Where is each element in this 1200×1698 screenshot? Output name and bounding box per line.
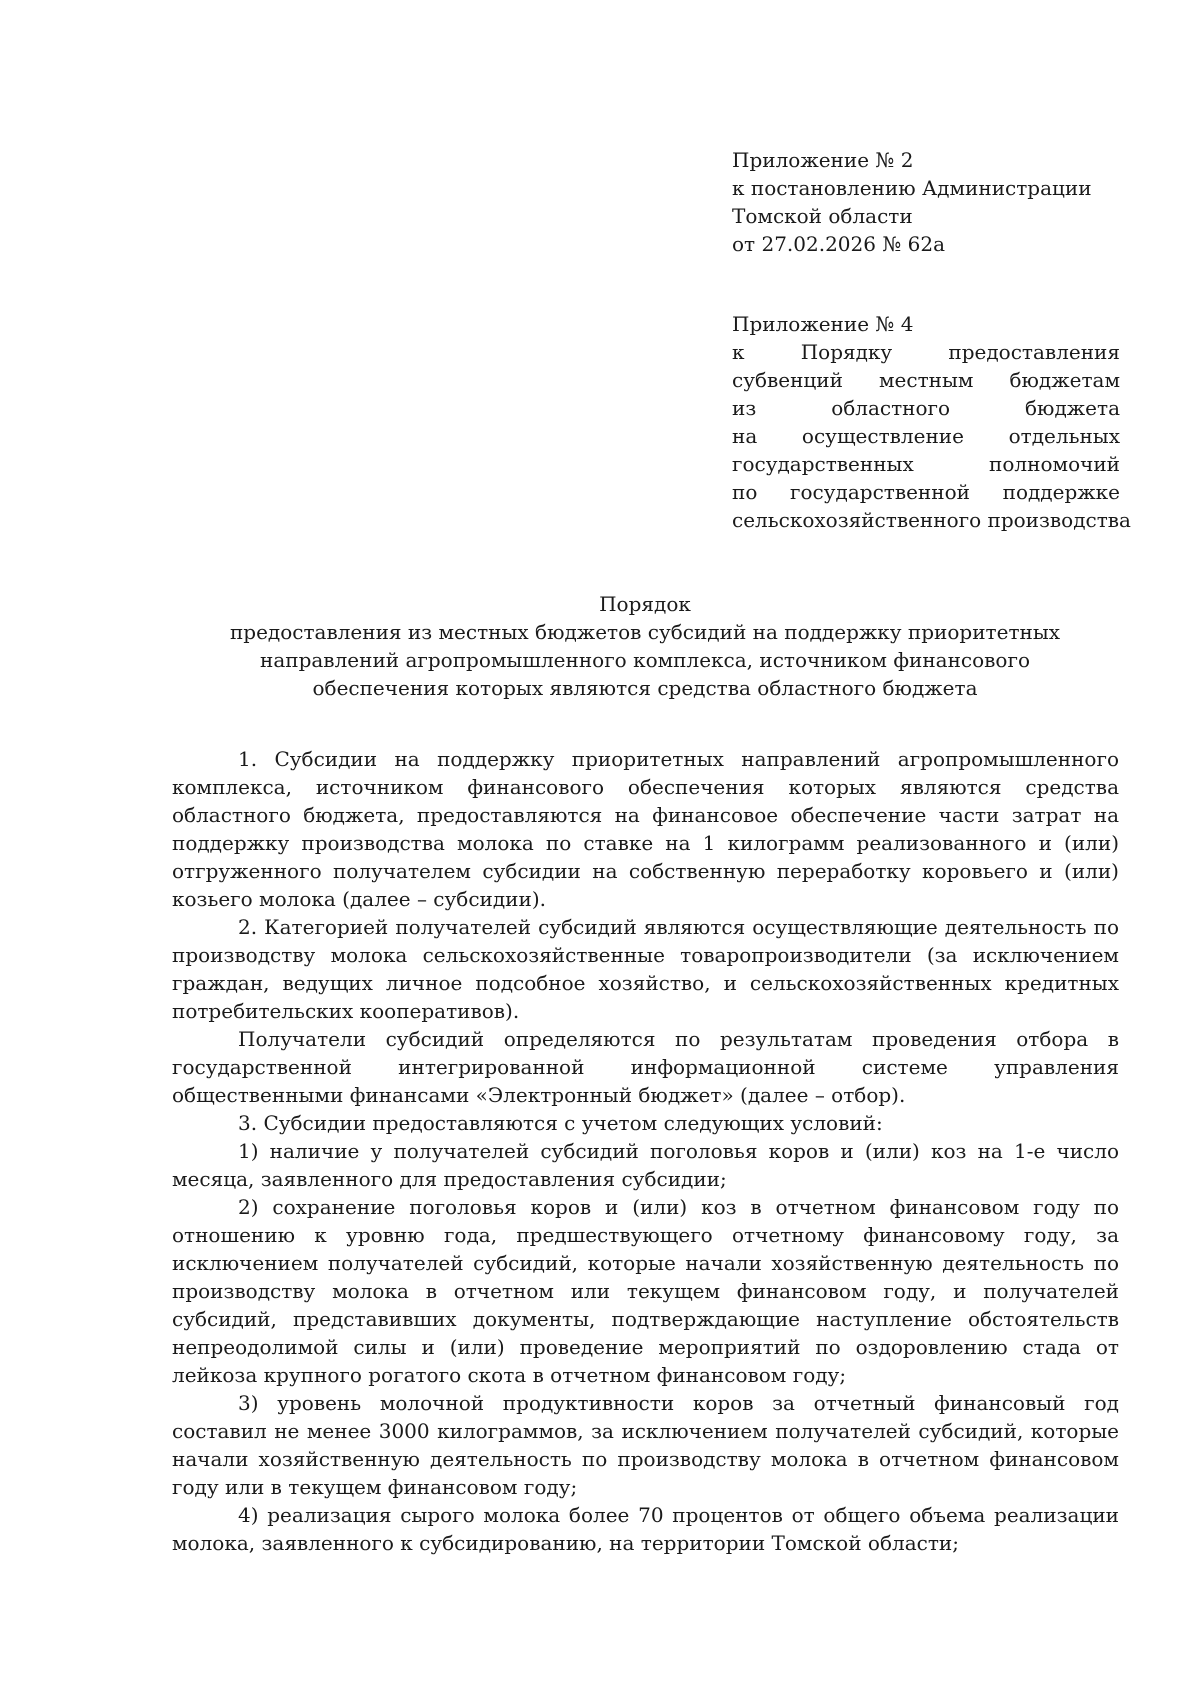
appendix-procedure-line: сельскохозяйственного производства	[732, 508, 1131, 532]
paragraph-recipients: Получатели субсидий определяются по результатам проведения отбора в государственной интегрированной информационной системе управления общественными финансами «Электронный бюджет» (далее – отбор).	[172, 1027, 1119, 1107]
title-subtitle-line: предоставления из местных бюджетов субсидий на поддержку приоритетных	[229, 620, 1061, 644]
paragraph-3: 3. Субсидии предоставляются с учетом следующих условий:	[238, 1111, 883, 1135]
appendix-order-line: к постановлению Администрации	[732, 176, 1092, 200]
document-title	[170, 590, 1120, 702]
appendix-order-line: от 27.02.2026 № 62а	[732, 232, 945, 256]
condition-2: 2) сохранение поголовья коров и (или) коз в отчетном финансовом году по отношению к уровню года, предшествующего отчетному финансовому году, за исключением получателей субсидий, которые начали хозяйственную деятельность по производству молока в отчетном или текущем финансовом году, и получателей субсидий, представивших документы, подтверждающие наступление обстоятельств непреодолимой силы и (или) проведение мероприятий по оздоровлению стада от лейкоза крупного рогатого скота в отчетном финансовом году;	[172, 1195, 1119, 1387]
paragraph-1: 1. Субсидии на поддержку приоритетных направлений агропромышленного комплекса, источником финансового обеспечения которых являются средства областного бюджета, предоставляются на финансовое обеспечение части затрат на поддержку производства молока по ставке на 1 килограмм реализованного и (или) отгруженного получателем субсидии на собственную переработку коровьего и (или) козьего молока (далее – субсидии).	[172, 747, 1119, 911]
appendix-procedure-line: по государственной поддержке	[732, 480, 1120, 504]
appendix-order-line: Приложение № 2	[732, 148, 914, 172]
title-subtitle-line: обеспечения которых являются средства областного бюджета	[312, 676, 978, 700]
title-heading: Порядок	[599, 592, 691, 616]
condition-3: 3) уровень молочной продуктивности коров за отчетный финансовый год составил не менее 3000 килограммов, за исключением получателей субсидий, которые начали хозяйственную деятельность по производству молока в отчетном финансовом году или в текущем финансовом году;	[172, 1391, 1119, 1499]
appendix-procedure-line: государственных полномочий	[732, 452, 1120, 476]
appendix-order-reference	[732, 146, 1120, 258]
paragraph-2: 2. Категорией получателей субсидий являются осуществляющие деятельность по производству молока сельскохозяйственные товаропроизводители (за исключением граждан, ведущих личное подсобное хозяйство, и сельскохозяйственных кредитных потребительских кооперативов).	[172, 915, 1119, 1023]
appendix-procedure-line: на осуществление отдельных	[732, 424, 1120, 448]
document-body	[172, 745, 1119, 1557]
appendix-procedure-line: субвенций местным бюджетам	[732, 368, 1120, 392]
appendix-procedure-reference	[732, 310, 1131, 534]
title-subtitle-line: направлений агропромышленного комплекса, источником финансового	[260, 648, 1030, 672]
appendix-procedure-line: к Порядку предоставления	[732, 340, 1120, 364]
condition-1: 1) наличие у получателей субсидий поголовья коров и (или) коз на 1-е число месяца, заявленного для предоставления субсидии;	[172, 1139, 1119, 1191]
condition-4: 4) реализация сырого молока более 70 процентов от общего объема реализации молока, заявленного к субсидированию, на территории Томской области;	[172, 1503, 1119, 1555]
appendix-order-line: Томской области	[732, 204, 913, 228]
appendix-procedure-line: из областного бюджета	[732, 396, 1120, 420]
appendix-procedure-title: Приложение № 4	[732, 312, 914, 336]
